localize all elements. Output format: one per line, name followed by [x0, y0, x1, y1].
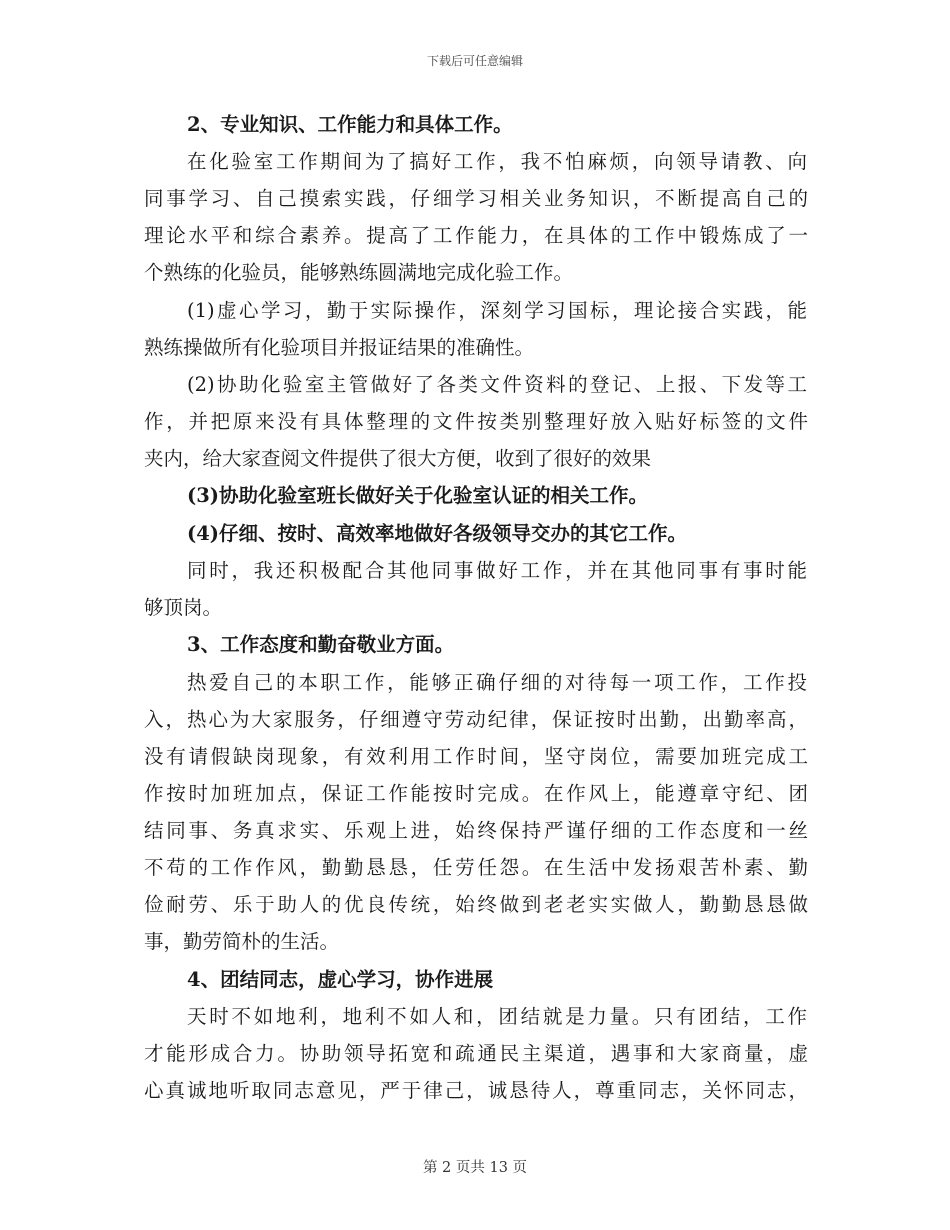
paragraph-line: (1)虚心学习，勤于实际操作，深刻学习国标，理论接合实践，能 [187, 299, 807, 322]
paragraph-line: 夹内，给大家查阅文件提供了很大方便，收到了很好的效果 [144, 447, 652, 470]
paragraph-line: 个熟练的化验员，能够熟练圆满地完成化验工作。 [144, 261, 574, 284]
paragraph-line: 同时，我还积极配合其他同事做好工作，并在其他同事有事时能 [187, 559, 807, 582]
paragraph-line: 作按时加班加点，保证工作能按时完成。在作风上，能遵章守纪、团 [144, 782, 808, 805]
section-heading: 4、团结同志，虚心学习，协作进展 [187, 968, 494, 991]
paragraph-line: 不苟的工作作风，勤勤恳恳，任劳任怨。在生活中发扬艰苦朴素、勤 [144, 856, 808, 879]
paragraph-line: 心真诚地听取同志意见，严于律己，诚恳待人，尊重同志，关怀同志， [144, 1079, 808, 1102]
paragraph-line: 入，热心为大家服务，仔细遵守劳动纪律，保证按时出勤，出勤率高， [144, 708, 808, 731]
paragraph-line: 理论水平和综合素养。提高了工作能力，在具体的工作中锻炼成了一 [144, 224, 808, 247]
paragraph-line: 热爱自己的本职工作，能够正确仔细的对待每一项工作，工作投 [187, 671, 807, 694]
section-heading: (3)协助化验室班长做好关于化验室认证的相关工作。 [187, 484, 649, 507]
paragraph-line: (2)协助化验室主管做好了各类文件资料的登记、上报、下发等工 [187, 373, 807, 396]
section-heading: (4)仔细、按时、高效率地做好各级领导交办的其它工作。 [187, 522, 688, 545]
paragraph-line: 结同事、务真求实、乐观上进，始终保持严谨仔细的工作态度和一丝 [144, 819, 808, 842]
paragraph-line: 在化验室工作期间为了搞好工作，我不怕麻烦，向领导请教、向 [187, 150, 807, 173]
paragraph-line: 作，并把原来没有具体整理的文件按类别整理好放入贴好标签的文件 [144, 410, 808, 433]
section-heading: 2、专业知识、工作能力和具体工作。 [187, 113, 513, 136]
page-header: 下载后可任意编辑 [426, 54, 523, 68]
paragraph-line: 没有请假缺岗现象，有效利用工作时间，坚守岗位，需要加班完成工 [144, 745, 808, 768]
paragraph-line: 天时不如地利，地利不如人和，团结就是力量。只有团结，工作 [187, 1005, 807, 1028]
paragraph-line: 才能形成合力。协助领导拓宽和疏通民主渠道，遇事和大家商量，虚 [144, 1042, 808, 1065]
page-footer: 第 2 页共 13 页 [422, 1160, 528, 1176]
paragraph-line: 同事学习、自己摸索实践，仔细学习相关业务知识，不断提高自己的 [144, 187, 808, 210]
paragraph-line: 够顶岗。 [144, 596, 223, 619]
section-heading: 3、工作态度和勤奋敬业方面。 [187, 633, 455, 656]
paragraph-line: 俭耐劳、乐于助人的优良传统，始终做到老老实实做人，勤勤恳恳做 [144, 893, 808, 916]
paragraph-line: 熟练操做所有化验项目并报证结果的准确性。 [144, 336, 535, 359]
paragraph-line: 事，勤劳简朴的生活。 [144, 930, 340, 953]
